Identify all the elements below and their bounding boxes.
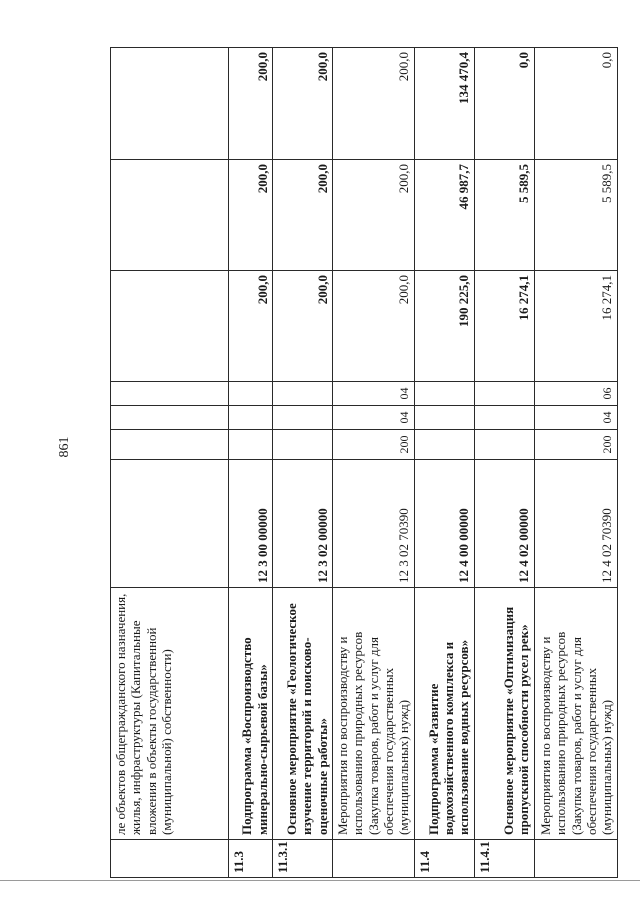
row-value-1: 16 274,1 — [534, 271, 617, 382]
table-row — [474, 48, 534, 878]
row-code: 12 3 02 00000 — [273, 460, 333, 588]
row-code: 12 4 00 00000 — [414, 460, 474, 588]
row-name: Мероприятия по воспроизводству и использованию природных ресурсов (Закупка товаров, работ и услуг для обеспечения государственных (муниципальных) нужд) — [534, 588, 617, 840]
row-name: Мероприятия по воспроизводству и использованию природных ресурсов (Закупка товаров, работ и услуг для обеспечения государственных (муниципальных) нужд) — [333, 588, 415, 840]
row-rz: 04 — [534, 406, 617, 430]
table-row — [111, 48, 229, 878]
row-code: 12 4 02 00000 — [474, 460, 534, 588]
row-vr: 200 — [333, 430, 415, 460]
row-name: ле объектов общегражданского назначения, жилья, инфраструктуры (Капитальные вложения в объекты государственной (муниципальной) собственности) — [111, 588, 229, 840]
row-value-1: 200,0 — [333, 271, 415, 382]
row-value-2: 46 987,7 — [414, 160, 474, 271]
row-pr: 06 — [534, 382, 617, 406]
row-value-1: 200,0 — [229, 271, 273, 382]
row-name: Основное мероприятие «Геологическое изучение территорий и поисково-оценочные работы» — [273, 588, 333, 840]
row-value-1: 16 274,1 — [474, 271, 534, 382]
row-code: 12 3 02 70390 — [333, 460, 415, 588]
row-value-1 — [111, 271, 229, 382]
row-code: 12 3 00 00000 — [229, 460, 273, 588]
row-index — [333, 840, 415, 878]
row-value-3: 0,0 — [474, 48, 534, 160]
row-vr: 200 — [534, 430, 617, 460]
row-index: 11.3.1 — [273, 840, 333, 878]
table-row — [414, 48, 474, 878]
row-name: Подпрограмма «Развитие водохозяйственного комплекса и использование водных ресурсов» — [414, 588, 474, 840]
row-vr — [273, 430, 333, 460]
row-value-3: 0,0 — [534, 48, 617, 160]
table-row — [229, 48, 273, 878]
row-vr — [111, 430, 229, 460]
table-row — [534, 48, 617, 878]
row-name: Основное мероприятие «Оптимизация пропускной способности русел рек» — [474, 588, 534, 840]
row-value-3: 200,0 — [229, 48, 273, 160]
bottom-rule — [0, 880, 640, 881]
page-number: 861 — [57, 436, 72, 458]
table-row — [333, 48, 415, 878]
row-value-3: 200,0 — [333, 48, 415, 160]
row-rz — [414, 406, 474, 430]
row-code: 12 4 02 70390 — [534, 460, 617, 588]
row-value-2: 5 589,5 — [534, 160, 617, 271]
row-code — [111, 460, 229, 588]
row-index: 11.4 — [414, 840, 474, 878]
row-pr — [111, 382, 229, 406]
row-value-2 — [111, 160, 229, 271]
row-value-3: 200,0 — [273, 48, 333, 160]
row-rz — [474, 406, 534, 430]
row-rz: 04 — [333, 406, 415, 430]
row-pr — [229, 382, 273, 406]
row-index — [534, 840, 617, 878]
row-pr — [474, 382, 534, 406]
row-value-1: 200,0 — [273, 271, 333, 382]
row-value-2: 200,0 — [273, 160, 333, 271]
row-vr — [474, 430, 534, 460]
row-rz — [273, 406, 333, 430]
row-value-1: 190 225,0 — [414, 271, 474, 382]
row-value-3 — [111, 48, 229, 160]
row-name: Подпрограмма «Воспроизводство минерально-сырьевой базы» — [229, 588, 273, 840]
row-index — [111, 840, 229, 878]
row-pr: 04 — [333, 382, 415, 406]
row-rz — [111, 406, 229, 430]
row-pr — [414, 382, 474, 406]
row-value-2: 5 589,5 — [474, 160, 534, 271]
row-value-3: 134 470,4 — [414, 48, 474, 160]
budget-table — [110, 47, 618, 878]
row-value-2: 200,0 — [333, 160, 415, 271]
row-vr — [229, 430, 273, 460]
row-index: 11.4.1 — [474, 840, 534, 878]
rotated-table-wrapper — [110, 48, 615, 878]
table-row — [273, 48, 333, 878]
row-rz — [229, 406, 273, 430]
row-pr — [273, 382, 333, 406]
row-index: 11.3 — [229, 840, 273, 878]
row-value-2: 200,0 — [229, 160, 273, 271]
row-vr — [414, 430, 474, 460]
